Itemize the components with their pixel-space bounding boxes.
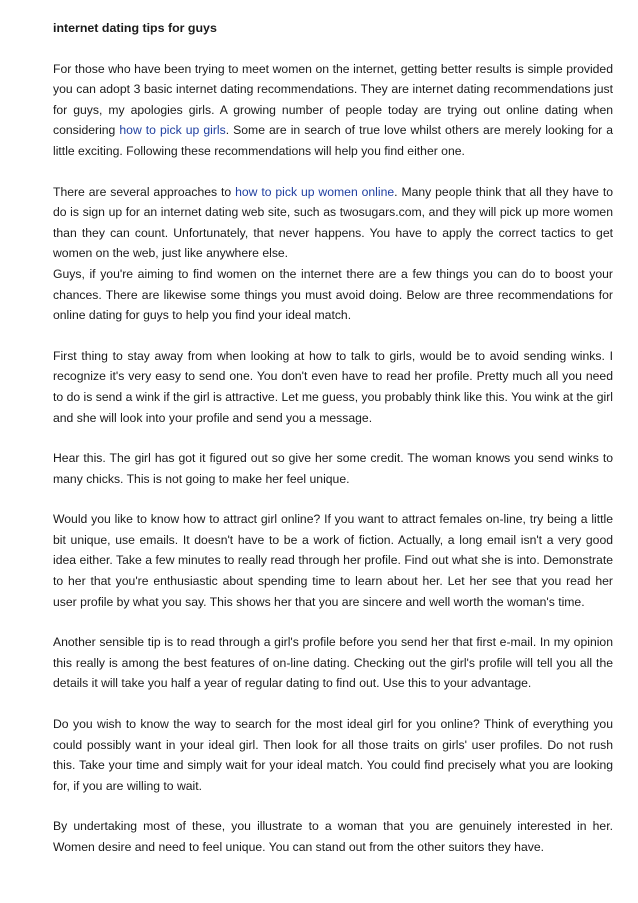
link-how-to-pick-up-women-online[interactable]: how to pick up women online	[235, 184, 395, 199]
paragraph-intro-text-a: For those who have been trying to meet women on the internet, getting better results is simple provided you can adopt 3 basic internet dating recommendations. They are internet dating recommendations just for guys, my apologies girls. A growing number of people today are trying out online dating when considering	[53, 61, 613, 138]
page-title: internet dating tips for guys	[53, 21, 217, 35]
paragraph-approaches-text-b: . Many people think that all they have to do is sign up for an internet dating web site, such as twosugars.com, and they will pick up more women than they can count. Unfortunately, that never happens. You have to apply the correct tactics to get women on the web, just like anywhere else.	[53, 184, 614, 261]
document-page	[53, 18, 613, 878]
paragraph-ideal-girl: Do you wish to know the way to search for the most ideal girl for you online? Think of everything you could possibly want in your ideal girl. Then look for all those traits on girls' user profiles. Do not rush this. Take your time and simply wait for your ideal match. You could find precisely what you are looking for, if you are willing to wait.	[53, 717, 613, 793]
paragraph-use-emails: Would you like to know how to attract girl online? If you want to attract females on-line, try being a little bit unique, use emails. It doesn't have to be a work of fiction. Actually, a long email isn't a very good idea either. Take a few minutes to really read through her profile. Find out what she is into. Demonstrate to her that you're enthusiastic about spending time to learn about her. Let her see that you read her user profile by what you say. This shows her that you are sincere and well worth the woman's time.	[53, 512, 613, 609]
paragraph-approaches	[53, 182, 613, 264]
paragraph-avoid-winks: First thing to stay away from when looking at how to talk to girls, would be to avoid sending winks. I recognize it's very easy to send one. You don't even have to read her profile. Pretty much all you need to do is send a wink if the girl is attractive. Let me guess, you probably think like this. You wink at the girl and she will look into your profile and send you a message.	[53, 348, 613, 425]
paragraph-guys-chances: Guys, if you're aiming to find women on the internet there are a few things you can do to boost your chances. There are likewise some things you must avoid doing. Below are three recommendations for online dating for guys to help you find your ideal match.	[53, 266, 613, 323]
link-how-to-pick-up-girls[interactable]: how to pick up girls	[119, 123, 226, 138]
paragraph-intro	[53, 59, 613, 162]
paragraph-read-profile: Another sensible tip is to read through a girl's profile before you send her that first e-mail. In my opinion this really is among the best features of on-line dating. Checking out the girl's profile will tell you all the details it will take you half a year of regular dating to find out. Use this to your advantage.	[53, 635, 613, 691]
paragraph-conclusion: By undertaking most of these, you illustrate to a woman that you are genuinely interested in her. Women desire and need to feel unique. You can stand out from the other suitors they have.	[53, 819, 613, 854]
paragraph-intro-text-b: . Some are in search of true love whilst others are merely looking for a little exciting. Following these recommendations will help you find either one.	[53, 123, 613, 158]
paragraph-hear-this: Hear this. The girl has got it figured out so give her some credit. The woman knows you send winks to many chicks. This is not going to make her feel unique.	[53, 451, 613, 486]
paragraph-approaches-text-a: There are several approaches to	[53, 184, 236, 199]
